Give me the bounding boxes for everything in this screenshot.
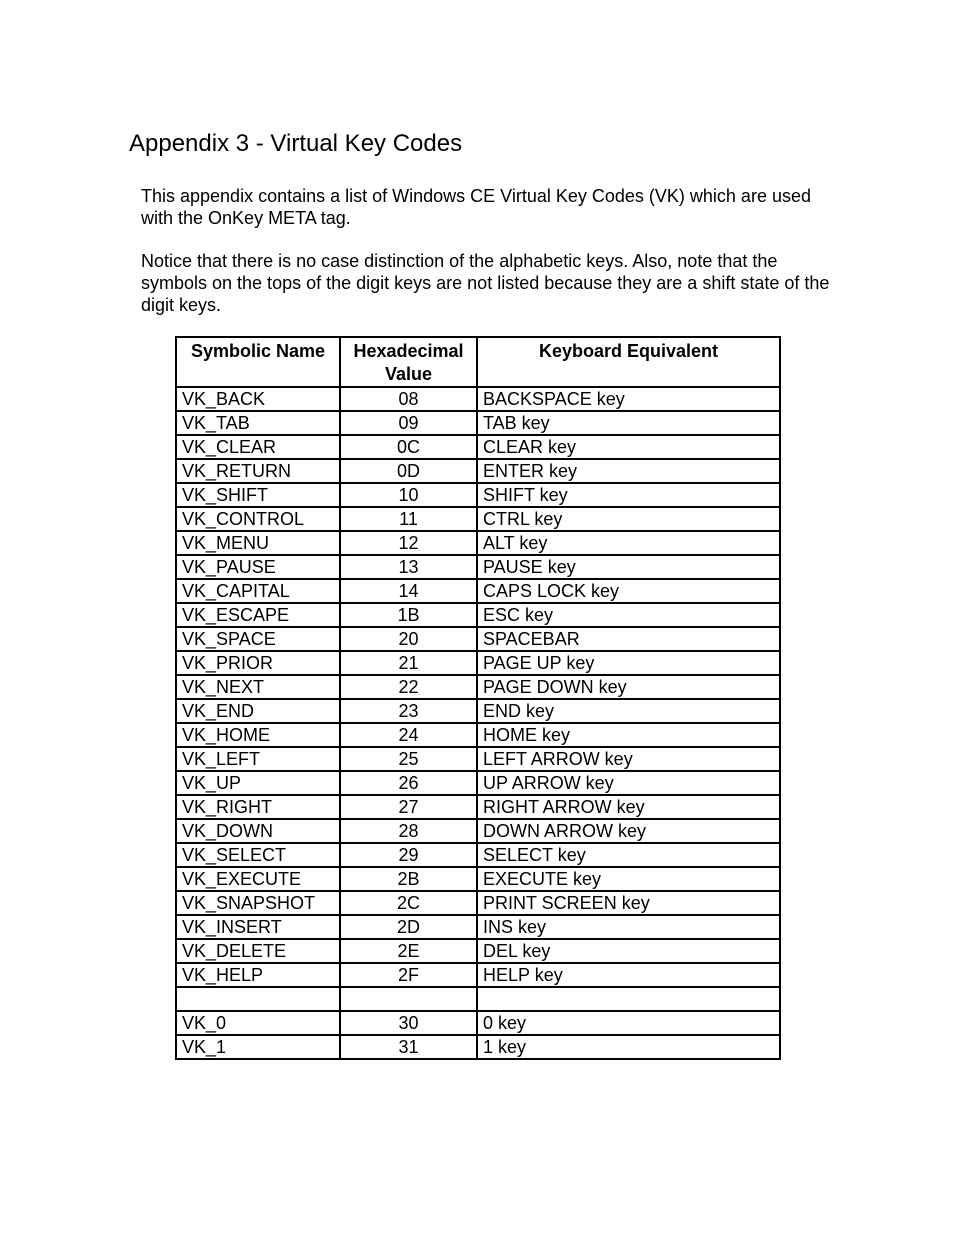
symbolic-name-cell: VK_DELETE xyxy=(176,939,340,963)
hex-value-cell: 21 xyxy=(340,651,477,675)
symbolic-name-cell: VK_PRIOR xyxy=(176,651,340,675)
table-row xyxy=(176,771,780,795)
keyboard-equivalent-cell: ALT key xyxy=(477,531,780,555)
symbolic-name-cell: VK_HELP xyxy=(176,963,340,987)
table-body xyxy=(176,387,780,1059)
hex-value-cell: 31 xyxy=(340,1035,477,1059)
table-row xyxy=(176,579,780,603)
keyboard-equivalent-cell: CTRL key xyxy=(477,507,780,531)
table-row xyxy=(176,675,780,699)
symbolic-name-cell: VK_CLEAR xyxy=(176,435,340,459)
keyboard-equivalent-cell: PAGE DOWN key xyxy=(477,675,780,699)
symbolic-name-cell: VK_SPACE xyxy=(176,627,340,651)
keyboard-equivalent-cell: HELP key xyxy=(477,963,780,987)
keyboard-equivalent-cell: SHIFT key xyxy=(477,483,780,507)
symbolic-name-cell: VK_EXECUTE xyxy=(176,867,340,891)
table-row xyxy=(176,531,780,555)
symbolic-name-cell: VK_DOWN xyxy=(176,819,340,843)
table-row xyxy=(176,819,780,843)
virtual-key-codes-table xyxy=(175,336,781,1060)
symbolic-name-cell: VK_PAUSE xyxy=(176,555,340,579)
table-row xyxy=(176,1035,780,1059)
hex-value-cell: 08 xyxy=(340,387,477,411)
hex-value-cell: 30 xyxy=(340,1011,477,1035)
hex-value-cell: 2D xyxy=(340,915,477,939)
keyboard-equivalent-cell: SELECT key xyxy=(477,843,780,867)
symbolic-name-cell: VK_INSERT xyxy=(176,915,340,939)
hex-value-cell: 0D xyxy=(340,459,477,483)
symbolic-name-cell: VK_1 xyxy=(176,1035,340,1059)
keyboard-equivalent-cell: LEFT ARROW key xyxy=(477,747,780,771)
table-row xyxy=(176,603,780,627)
hex-value-cell: 28 xyxy=(340,819,477,843)
keyboard-equivalent-cell: INS key xyxy=(477,915,780,939)
symbolic-name-cell: VK_0 xyxy=(176,1011,340,1035)
table-header xyxy=(176,337,780,387)
symbolic-name-cell: VK_CONTROL xyxy=(176,507,340,531)
symbolic-name-cell: VK_LEFT xyxy=(176,747,340,771)
notice-paragraph: Notice that there is no case distinction of the alphabetic keys. Also, note that the symbols on the tops of the digit keys are not listed because they are a shift state of the digit keys. xyxy=(141,251,830,315)
table-row xyxy=(176,723,780,747)
symbolic-name-cell: VK_RIGHT xyxy=(176,795,340,819)
symbolic-name-cell: VK_SHIFT xyxy=(176,483,340,507)
hex-value-cell: 11 xyxy=(340,507,477,531)
table-row xyxy=(176,651,780,675)
intro-paragraph: This appendix contains a list of Windows CE Virtual Key Codes (VK) which are used with the OnKey META tag. xyxy=(141,186,811,228)
hex-value-cell: 22 xyxy=(340,675,477,699)
symbolic-name-cell: VK_NEXT xyxy=(176,675,340,699)
header-hex-value: Hexadecimal Value xyxy=(340,337,477,387)
hex-value-cell: 29 xyxy=(340,843,477,867)
hex-value-cell: 25 xyxy=(340,747,477,771)
table-row xyxy=(176,699,780,723)
table-row xyxy=(176,795,780,819)
table-row xyxy=(176,459,780,483)
hex-value-cell: 13 xyxy=(340,555,477,579)
table-row xyxy=(176,963,780,987)
keyboard-equivalent-cell: TAB key xyxy=(477,411,780,435)
keyboard-equivalent-cell: PAUSE key xyxy=(477,555,780,579)
keyboard-equivalent-cell: RIGHT ARROW key xyxy=(477,795,780,819)
keyboard-equivalent-cell: PRINT SCREEN key xyxy=(477,891,780,915)
table-row xyxy=(176,411,780,435)
keyboard-equivalent-cell: 0 key xyxy=(477,1011,780,1035)
symbolic-name-cell: VK_END xyxy=(176,699,340,723)
table-row xyxy=(176,507,780,531)
symbolic-name-cell: VK_SNAPSHOT xyxy=(176,891,340,915)
table-row xyxy=(176,939,780,963)
keyboard-equivalent-cell: PAGE UP key xyxy=(477,651,780,675)
keyboard-equivalent-cell: EXECUTE key xyxy=(477,867,780,891)
keyboard-equivalent-cell: CAPS LOCK key xyxy=(477,579,780,603)
hex-value-cell: 2F xyxy=(340,963,477,987)
table-row xyxy=(176,1011,780,1035)
symbolic-name-cell: VK_HOME xyxy=(176,723,340,747)
table-row xyxy=(176,747,780,771)
hex-value-cell: 24 xyxy=(340,723,477,747)
hex-value-cell: 27 xyxy=(340,795,477,819)
symbolic-name-cell: VK_TAB xyxy=(176,411,340,435)
keyboard-equivalent-cell: SPACEBAR xyxy=(477,627,780,651)
table-row xyxy=(176,915,780,939)
hex-value-cell: 2E xyxy=(340,939,477,963)
table-row xyxy=(176,483,780,507)
keyboard-equivalent-cell: DEL key xyxy=(477,939,780,963)
table-row xyxy=(176,987,780,1011)
table-row xyxy=(176,627,780,651)
page-title: Appendix 3 - Virtual Key Codes xyxy=(129,130,463,157)
symbolic-name-cell: VK_ESCAPE xyxy=(176,603,340,627)
hex-value-cell: 2C xyxy=(340,891,477,915)
table-row xyxy=(176,435,780,459)
symbolic-name-cell: VK_UP xyxy=(176,771,340,795)
header-keyboard-equivalent: Keyboard Equivalent xyxy=(477,337,780,387)
hex-value-cell: 10 xyxy=(340,483,477,507)
keyboard-equivalent-cell: HOME key xyxy=(477,723,780,747)
symbolic-name-cell: VK_RETURN xyxy=(176,459,340,483)
symbolic-name-cell: VK_CAPITAL xyxy=(176,579,340,603)
hex-value-cell: 23 xyxy=(340,699,477,723)
keyboard-equivalent-cell: DOWN ARROW key xyxy=(477,819,780,843)
symbolic-name-cell: VK_MENU xyxy=(176,531,340,555)
hex-value-cell: 14 xyxy=(340,579,477,603)
hex-value-cell: 20 xyxy=(340,627,477,651)
keyboard-equivalent-cell: 1 key xyxy=(477,1035,780,1059)
symbolic-name-cell xyxy=(176,987,340,1011)
symbolic-name-cell: VK_BACK xyxy=(176,387,340,411)
keyboard-equivalent-cell: ENTER key xyxy=(477,459,780,483)
hex-value-cell xyxy=(340,987,477,1011)
hex-value-cell: 2B xyxy=(340,867,477,891)
keyboard-equivalent-cell: BACKSPACE key xyxy=(477,387,780,411)
hex-value-cell: 26 xyxy=(340,771,477,795)
hex-value-cell: 1B xyxy=(340,603,477,627)
table-row xyxy=(176,891,780,915)
symbolic-name-cell: VK_SELECT xyxy=(176,843,340,867)
table-header-row xyxy=(176,337,780,387)
keyboard-equivalent-cell: ESC key xyxy=(477,603,780,627)
hex-value-cell: 09 xyxy=(340,411,477,435)
table-row xyxy=(176,843,780,867)
hex-value-cell: 12 xyxy=(340,531,477,555)
header-symbolic-name: Symbolic Name xyxy=(176,337,340,387)
table-row xyxy=(176,555,780,579)
keyboard-equivalent-cell: UP ARROW key xyxy=(477,771,780,795)
keyboard-equivalent-cell: CLEAR key xyxy=(477,435,780,459)
table-row xyxy=(176,867,780,891)
keyboard-equivalent-cell xyxy=(477,987,780,1011)
keyboard-equivalent-cell: END key xyxy=(477,699,780,723)
hex-value-cell: 0C xyxy=(340,435,477,459)
table-row xyxy=(176,387,780,411)
